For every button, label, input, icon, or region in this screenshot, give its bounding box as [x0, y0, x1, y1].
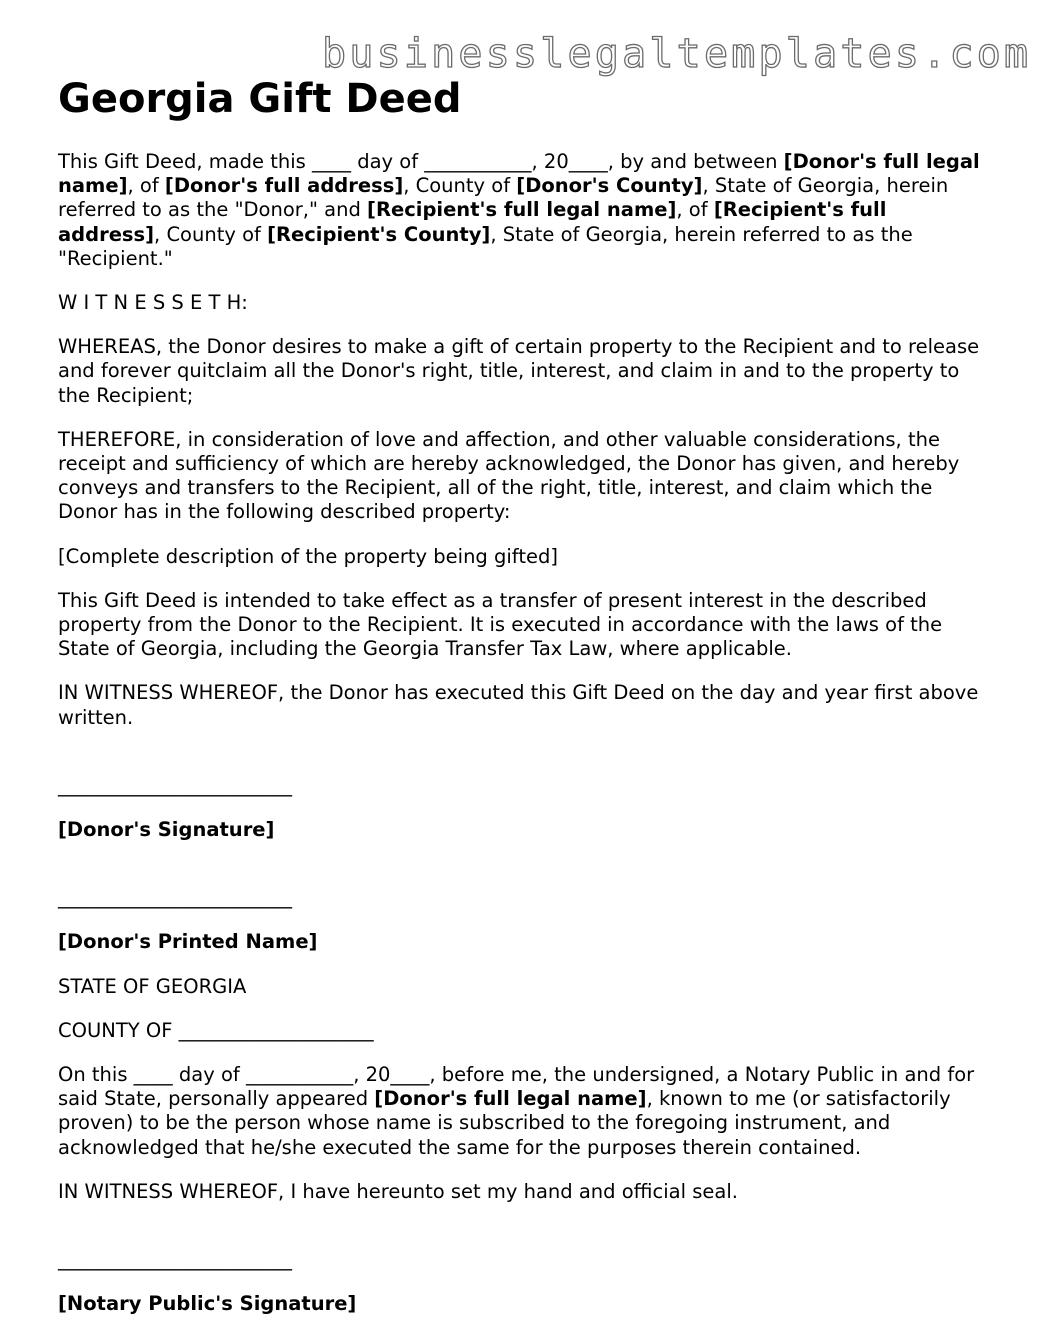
notary-donor-name-placeholder: [Donor's full legal name]	[374, 1087, 647, 1111]
site-watermark: businesslegaltemplates.com	[322, 31, 1032, 77]
intro-text: , County of	[403, 174, 517, 198]
donor-county-placeholder: [Donor's County]	[516, 174, 703, 198]
therefore-paragraph: THEREFORE, in consideration of love and affection, and other valuable considerations, the receipt and sufficiency of which are hereby acknowledged, the Donor has given, and hereby conveys and transfers to the Recipient, all of the right, title, interest, and claim which the Donor has in the following described property:	[58, 427, 960, 524]
notary-witness-paragraph: IN WITNESS WHEREOF, I have hereunto set my hand and official seal.	[58, 1179, 738, 1203]
document-title: Georgia Gift Deed	[58, 76, 462, 122]
property-description-placeholder: [Complete description of the property being gifted]	[58, 544, 558, 568]
state-line: STATE OF GEORGIA	[58, 974, 247, 998]
intro-text: , of	[676, 198, 714, 222]
notary-signature-label: [Notary Public's Signature]	[58, 1292, 357, 1316]
county-line: COUNTY OF ____________________	[58, 1018, 374, 1042]
notary-text: , known to me (or satisfactorily proven) to be the person whose name is subscribed to the foregoing instrument, and acknowledged that he/she executed the same for the purposes therein contained.	[58, 1087, 951, 1159]
donor-signature-line: ________________________	[58, 773, 292, 797]
recipient-address-placeholder: [Recipient's full address]	[58, 198, 887, 246]
document-body	[58, 150, 993, 1317]
donor-address-placeholder: [Donor's full address]	[164, 174, 404, 198]
donor-witness-paragraph: IN WITNESS WHEREOF, the Donor has executed this Gift Deed on the day and year first above written.	[58, 681, 979, 729]
witnesseth-heading: W I T N E S S E T H:	[58, 291, 248, 315]
donor-printed-name-line: ________________________	[58, 886, 292, 910]
intro-text: This Gift Deed, made this ____ day of ___________, 20____, by and between	[58, 150, 784, 173]
donor-signature-label: [Donor's Signature]	[58, 818, 275, 842]
effect-paragraph: This Gift Deed is intended to take effect as a transfer of present interest in the described property from the Donor to the Recipient. It is executed in accordance with the laws of the State of Georgia, including the Georgia Transfer Tax Law, where applicable.	[58, 588, 943, 661]
intro-text: , County of	[154, 222, 268, 246]
intro-text: , of	[127, 174, 165, 198]
whereas-paragraph: WHEREAS, the Donor desires to make a gift of certain property to the Recipient and to release and forever quitclaim all the Donor's right, title, interest, and claim in and to the property to the Recipient;	[58, 335, 980, 407]
notary-text: On this ____ day of ___________, 20____, before me, the undersigned, a Notary Public in and for said State, personally appeared	[58, 1063, 975, 1111]
intro-text: , State of Georgia, herein referred to as the "Recipient."	[58, 222, 913, 270]
intro-text: , State of Georgia, herein referred to as the "Donor," and	[58, 174, 949, 222]
notary-signature-line: ________________________	[58, 1248, 292, 1272]
donor-printed-name-label: [Donor's Printed Name]	[58, 930, 318, 954]
donor-name-placeholder: [Donor's full legal name]	[58, 150, 980, 198]
recipient-name-placeholder: [Recipient's full legal name]	[367, 198, 677, 222]
intro-paragraph	[58, 150, 993, 271]
notary-paragraph	[58, 1063, 993, 1160]
recipient-county-placeholder: [Recipient's County]	[267, 222, 491, 246]
